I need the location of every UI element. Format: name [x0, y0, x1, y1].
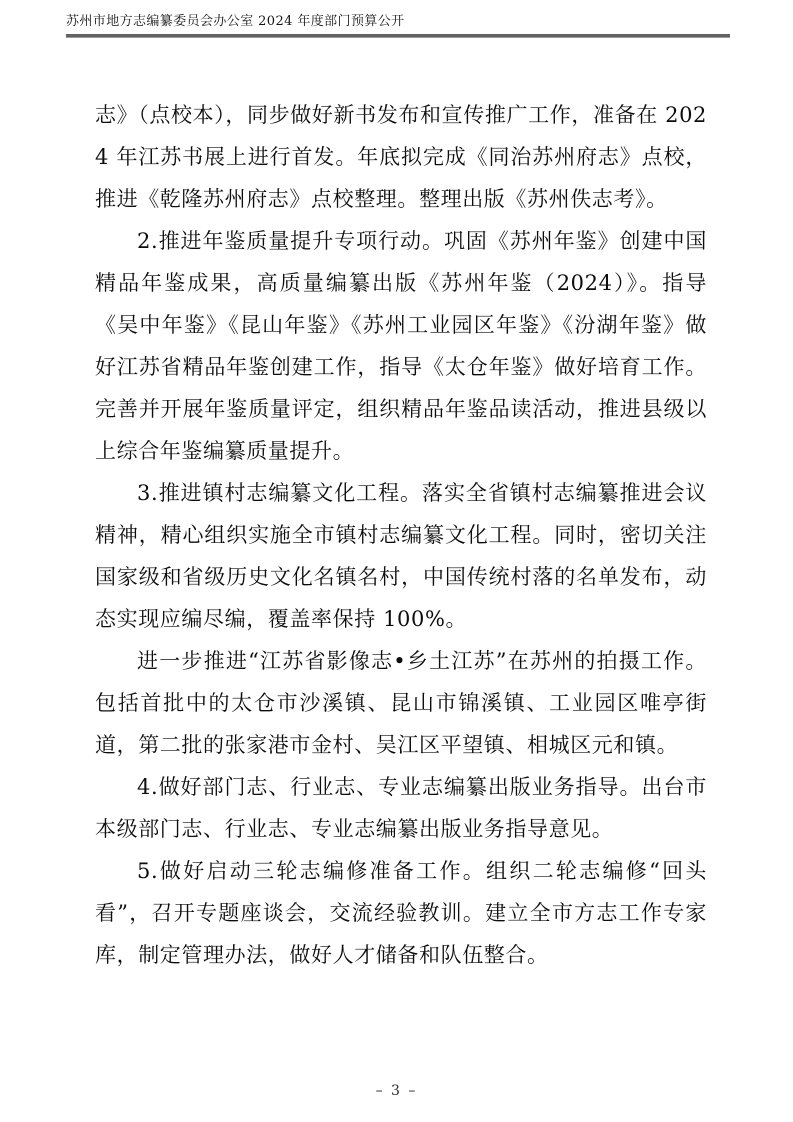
- page-header: [66, 13, 730, 38]
- page-footer: [0, 1080, 793, 1099]
- paragraph-filming-project: 进一步推进“江苏省影像志•乡土江苏”在苏州的拍摄工作。包括首批中的太仓市沙溪镇、昆山市锦溪镇、工业园区唯亭街道，第二批的张家港市金村、吴江区平望镇、相城区元和镇。: [95, 649, 707, 757]
- paragraph-item-4: 4.做好部门志、行业志、专业志编纂出版业务指导。出台市本级部门志、行业志、专业志编纂出版业务指导意见。: [95, 775, 707, 841]
- paragraph-item-2: 2.推进年鉴质量提升专项行动。巩固《苏州年鉴》创建中国精品年鉴成果，高质量编纂出版《苏州年鉴（2024）》。指导《吴中年鉴》《昆山年鉴》《苏州工业园区年鉴》《汾湖年鉴》做好江苏省精品年鉴创建工作，指导《太仓年鉴》做好培育工作。完善并开展年鉴质量评定，组织精品年鉴品读活动，推进县级以上综合年鉴编纂质量提升。: [95, 229, 707, 463]
- document-body: [95, 94, 707, 976]
- paragraph-item-5: 5.做好启动三轮志编修准备工作。组织二轮志编修“回头看”，召开专题座谈会，交流经验教训。建立全市方志工作专家库，制定管理办法，做好人才储备和队伍整合。: [95, 859, 707, 967]
- header-title: 苏州市地方志编纂委员会办公室 2024 年度部门预算公开: [66, 14, 405, 29]
- paragraph-continuation: 志》（点校本），同步做好新书发布和宣传推广工作，准备在 2024 年江苏书展上进行首发。年底拟完成《同治苏州府志》点校，推进《乾隆苏州府志》点校整理。整理出版《苏州佚志考》。: [95, 103, 707, 211]
- paragraph-item-3: 3.推进镇村志编纂文化工程。落实全省镇村志编纂推进会议精神，精心组织实施全市镇村志编纂文化工程。同时，密切关注国家级和省级历史文化名镇名村，中国传统村落的名单发布，动态实现应编尽编，覆盖率保持 100%。: [95, 481, 707, 631]
- page-number: – 3 –: [375, 1083, 418, 1099]
- header-rule: [66, 34, 730, 38]
